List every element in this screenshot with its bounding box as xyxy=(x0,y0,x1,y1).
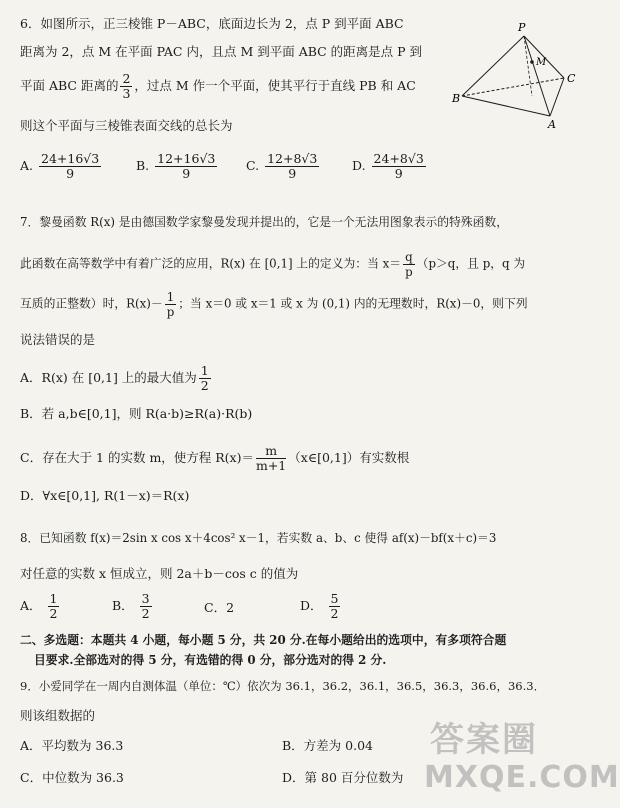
q7-line4: 说法错误的是 xyxy=(20,332,96,347)
label-m: M xyxy=(536,57,547,68)
section2-heading-line2: 目要求.全部选对的得 5 分，有选错的得 0 分，部分选对的得 2 分. xyxy=(34,653,387,667)
q9-line1: 9．小爱同学在一周内自测体温（单位：℃）依次为 36.1，36.2，36.1，36.5，36.3，36.6，36.3． xyxy=(20,679,546,693)
q6-option-d: D. $\frac{24+8√3}{9}$ xyxy=(352,151,424,181)
q8-option-a: A． $\frac{1}{2}$ xyxy=(20,591,58,621)
q8-line1: 8．已知函数 f(x)＝2sin x cos x＋4cos² x－1，若实数 a、b、c 使得 af(x)－bf(x＋c)＝3 xyxy=(20,531,497,545)
q9-option-b: B．方差为 0.04 xyxy=(282,738,373,753)
q9-line2: 则该组数据的 xyxy=(20,708,96,723)
watermark-logo-text: 答案圈 xyxy=(430,720,538,760)
label-c: C xyxy=(567,72,576,85)
q8-option-c: C．2 xyxy=(204,600,235,615)
q8-line2: 对任意的实数 x 恒成立，则 2a＋b－cos c 的值为 xyxy=(20,566,299,581)
q6-option-b: B. $\frac{12+16√3}{9}$ xyxy=(136,151,216,181)
q6-line2: 距离为 2，点 M 在平面 PAC 内，且点 M 到平面 ABC 的距离是点 P 到 xyxy=(20,44,423,59)
q8-option-b: B． $\frac{3}{2}$ xyxy=(112,591,150,621)
q6-option-a: A. $\frac{24+16√3}{9}$ xyxy=(20,151,100,181)
label-p: P xyxy=(518,21,526,34)
q6-line3: 平面 ABC 距离的 $\frac{2}{3}$ ，过点 M 作一个平面，使其平行于直线 PB 和 AC xyxy=(20,71,416,101)
q7-option-b: B．若 a,b∈[0,1]，则 R(a·b)≥R(a)·R(b) xyxy=(20,406,253,421)
watermark-url-text: MXQE.COM xyxy=(424,760,620,795)
q6-option-c: C. $\frac{12+8√3}{9}$ xyxy=(246,151,318,181)
q8-option-d: D． $\frac{5}{2}$ xyxy=(300,591,339,621)
q7-option-a: A．R(x) 在 [0,1] 上的最大值为 $\frac{1}{2}$ xyxy=(20,363,209,393)
q6-line1: 6．如图所示，正三棱锥 P－ABC，底面边长为 2，点 P 到平面 ABC xyxy=(20,16,404,31)
label-a: A xyxy=(548,118,556,131)
q7-line3: 互质的正整数）时，R(x)－ $\frac{1}{p}$ ；当 x＝0 或 x＝1 或 x 为 (0,1) 内的无理数时，R(x)－0，则下列 xyxy=(20,290,528,319)
q6-fraction: $\frac{2}{3}$ xyxy=(122,71,131,101)
label-b: B xyxy=(452,92,461,105)
q9-option-d: D．第 80 百分位数为 xyxy=(282,770,404,785)
q9-option-c: C．中位数为 36.3 xyxy=(20,770,124,785)
q6-line4: 则这个平面与三棱锥表面交线的总长为 xyxy=(20,118,233,133)
pyramid-figure xyxy=(452,18,582,133)
q7-option-d: D．∀x∈[0,1], R(1－x)＝R(x) xyxy=(20,488,190,503)
q9-option-a: A．平均数为 36.3 xyxy=(20,738,124,753)
q7-line1: 7．黎曼函数 R(x) 是由德国数学家黎曼发现并提出的，它是一个无法用图象表示的特殊函数， xyxy=(20,215,509,229)
q7-line2: 此函数在高等数学中有着广泛的应用，R(x) 在 [0,1] 上的定义为：当 x＝ $\frac{q}{p}$ （p＞q，且 p，q 为 xyxy=(20,250,526,279)
section2-heading-line1: 二、多选题：本题共 4 小题，每小题 5 分，共 20 分.在每小题给出的选项中，有多项符合题 xyxy=(20,633,507,647)
q7-option-c: C．存在大于 1 的实数 m，使方程 R(x)＝ $\frac{m}{m+1}$ （x∈[0,1]）有实数根 xyxy=(20,443,410,473)
